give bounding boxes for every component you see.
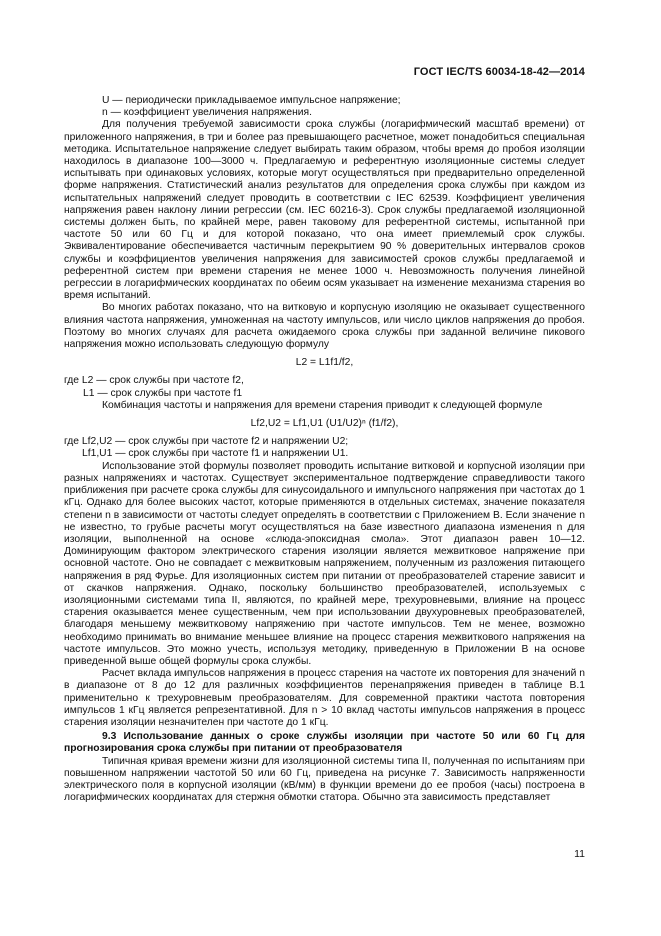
document-header: ГОСТ IEC/TS 60034-18-42—2014 bbox=[413, 66, 585, 78]
where-line: где Lf2,U2 — срок службы при частоте f2 и напряжении U2; bbox=[64, 436, 349, 448]
paragraph: Комбинация частоты и напряжения для времени старения приводит к следующей формуле bbox=[102, 399, 543, 411]
where-line: Lf1,U1 — срок службы при частоте f1 и напряжении U1. bbox=[82, 448, 349, 460]
paragraph: Во многих работах показано, что на витковую и корпусную изоляцию не оказывает существенного влияния частота напряжения, умноженная на частоту импульсов, или число циклов напряжения до пробоя. Поэтому во многих случаях для расчета ожидаемого срока службы при заданной величине пикового напряжения можно использовать следующую формулу bbox=[64, 302, 585, 351]
paragraph: Расчет вклада импульсов напряжения в процесс старения на частоте их повторения для значений n в диапазоне от 8 до 12 для различных коэффициентов перенапряжения приведен в таблице В.1 применительно к трехуровневым преобразователям. Для современной практики частота повторения импульсов 1 кГц является репрезентативной. Для n > 10 вклад частоты импульсов напряжения в процесс старения изоляции незначителен при частоте до 1 кГц. bbox=[64, 668, 585, 728]
where-line: L1 — срок службы при частоте f1 bbox=[83, 387, 243, 399]
section-heading: 9.3 Использование данных о сроке службы изоляции при частоте 50 или 60 Гц для прогнозирования срока службы при питании от преобразователя bbox=[64, 731, 585, 755]
document-body bbox=[64, 95, 585, 804]
formula: Lf2,U2 = Lf1,U1 (U1/U2)ⁿ (f1/f2), bbox=[250, 418, 399, 430]
page-number: 11 bbox=[574, 848, 585, 860]
paragraph: Для получения требуемой зависимости срока службы (логарифмический масштаб времени) от приложенного напряжения, в три и более раз превышающего расчетное, может понадобиться специальная методика. Испытательное напряжение следует выбирать таким образом, чтобы время до пробоя изоляции находилось в диапазоне 100—3000 ч. Предлагаемую и референтную изоляционные системы следует испытывать при одинаковых условиях, которые могут осуществляться при предварительно определенной форме напряжения. Статистический анализ результатов для определения срока службы при каждом из испытательных напряжений следует проводить в соответствии с IEC 62539. Коэффициент увеличения напряжения равен наклону линии регрессии (см. IEC 60216-3). Срок службы предлагаемой изоляционной системы должен быть, по крайней мере, равен таковому для референтной системы, испытанной при частоте 50 или 60 Гц и для которой показано, что она имеет приемлемый срок службы. Эквивалентирование обеспечивается частичным перекрытием 90 % доверительных интервалов сроков службы и коэффициентов увеличения напряжения для зависимостей сроков службы предлагаемой и референтной систем при времени старения не менее 1000 ч. Невозможность получения линейной регрессии в логарифмических координатах по обеим осям указывает на изменение механизма старения во время испытаний. bbox=[64, 119, 585, 302]
where-line: где L2 — срок службы при частоте f2, bbox=[64, 375, 244, 387]
definition-line: U — периодически прикладываемое импульсное напряжение; bbox=[102, 95, 401, 106]
formula: L2 = L1f1/f2, bbox=[295, 357, 354, 369]
paragraph: Типичная кривая времени жизни для изоляционной системы типа II, полученная по испытаниям при повышенном напряжении частотой 50 или 60 Гц, приведена на рисунке 7. Зависимость напряженности электрического поля в корпусной изоляции (кВ/мм) в функции времени до ее пробоя (часы) построена в логарифмических координатах для стержня обмотки статора. Обычно эта зависимость представляет bbox=[64, 755, 585, 804]
paragraph: Использование этой формулы позволяет проводить испытание витковой и корпусной изоляции при разных напряжениях и частотах. Существует экспериментальное подтверждение справедливости такого приближения при расчете срока службы для синусоидального и импульсного напряжения при частотах до 1 кГц. Однако для более высоких частот, которые применяются в отдельных системах, значение показателя степени n в зависимости от частоты следует определять в соответствии с Приложением В. Если значение n не известно, то грубые расчеты могут осуществляться на базе известного диапазона изменения n для изоляции, выполненной на основе «слюда-эпоксидная смола». Этот диапазон равен 10—12. Доминирующим фактором электрического старения изоляции является межвитковое напряжение при основной частоте. Оно не совпадает с межвитковым напряжением, полученным из разложения питающего напряжения в ряд Фурье. Для изоляционных систем при питании от преобразователей старение зависит и от скачков напряжения. Однако, поскольку большинство преобразователей, используемых с изоляционными системами типа II, являются, по крайней мере, трехуровневыми, влияние на процесс старения оказывается менее существенным, чем при использовании двухуровневых преобразователей, благодаря меньшему межвитковому напряжению при частоте импульсов. Тем не менее, возможно необходимо принимать во внимание меньшее влияние на процесс старения межвиткового напряжения на частоте импульсов. Это можно учесть, используя методику, приведенную в Приложении В на основе приведенной выше общей формулы срока службы. bbox=[64, 460, 585, 667]
definition-line: n — коэффициент увеличения напряжения. bbox=[102, 107, 312, 119]
